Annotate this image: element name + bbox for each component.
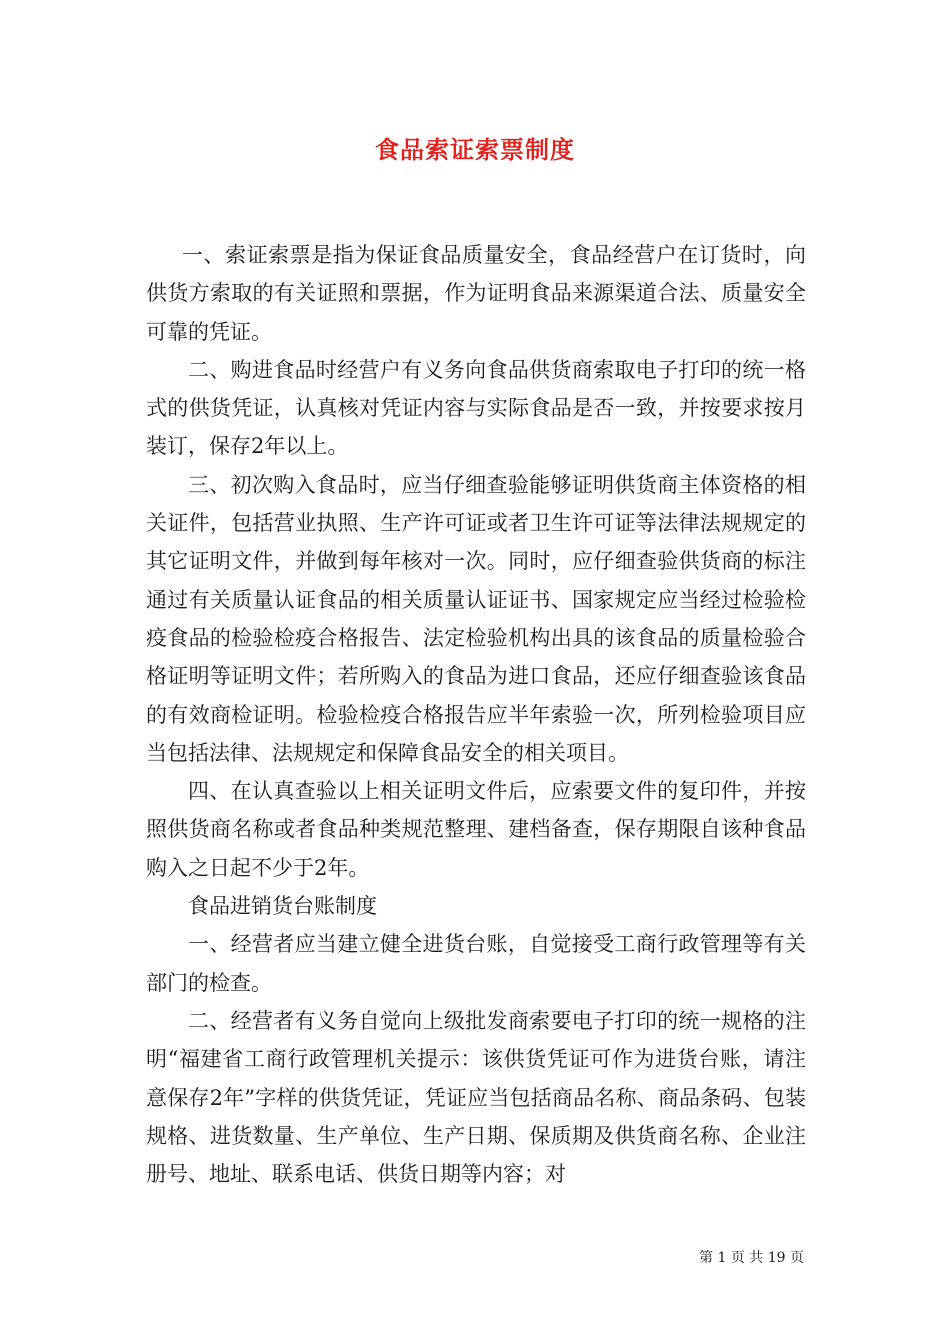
section-heading: 食品进销货台账制度 [188, 894, 377, 919]
document-title: 食品索证索票制度 [375, 135, 575, 164]
paragraph-3: 三、初次购入食品时，应当仔细查验能够证明供货商主体资格的相关证件，包括营业执照、生产许可证或者卫生许可证等法律法规规定的其它证明文件，并做到每年核对一次。同时，应仔细查验供货商的标注通过有关质量认证食品的相关质量认证证书、国家规定应当经过检验检疫食品的检验检疫合格报告、法定检验机构出具的该食品的质量检验合格证明等证明文件；若所购入的食品为进口食品，还应仔细查验该食品的有效商检证明。检验检疫合格报告应半年索验一次，所列检验项目应当包括法律、法规规定和保障食品安全的相关项目。 [146, 472, 806, 765]
paragraph-6: 二、经营者有义务自觉向上级批发商索要电子打印的统一规格的注明“福建省工商行政管理机关提示：该供货凭证可作为进货台账，请注意保存2年”字样的供货凭证，凭证应当包括商品名称、商品条码、包装规格、进货数量、生产单位、生产日期、保质期及供货商名称、企业注册号、地址、联系电话、供货日期等内容；对 [146, 1008, 806, 1187]
paragraph-1: 一、索证索票是指为保证食品质量安全，食品经营户在订货时，向供货方索取的有关证照和票据，作为证明食品来源渠道合法、质量安全可靠的凭证。 [146, 243, 806, 344]
paragraph-4: 四、在认真查验以上相关证明文件后，应索要文件的复印件，并按照供货商名称或者食品种类规范整理、建档备查，保存期限自该种食品购入之日起不少于2年。 [146, 779, 806, 880]
document-body [146, 236, 806, 1193]
paragraph-2: 二、购进食品时经营户有义务向食品供货商索取电子打印的统一格式的供货凭证，认真核对凭证内容与实际食品是否一致，并按要求按月装订，保存2年以上。 [146, 357, 806, 459]
page-number: 第 1 页 共 19 页 [699, 1250, 804, 1266]
paragraph-5: 一、经营者应当建立健全进货台账，自觉接受工商行政管理等有关部门的检查。 [146, 932, 806, 995]
